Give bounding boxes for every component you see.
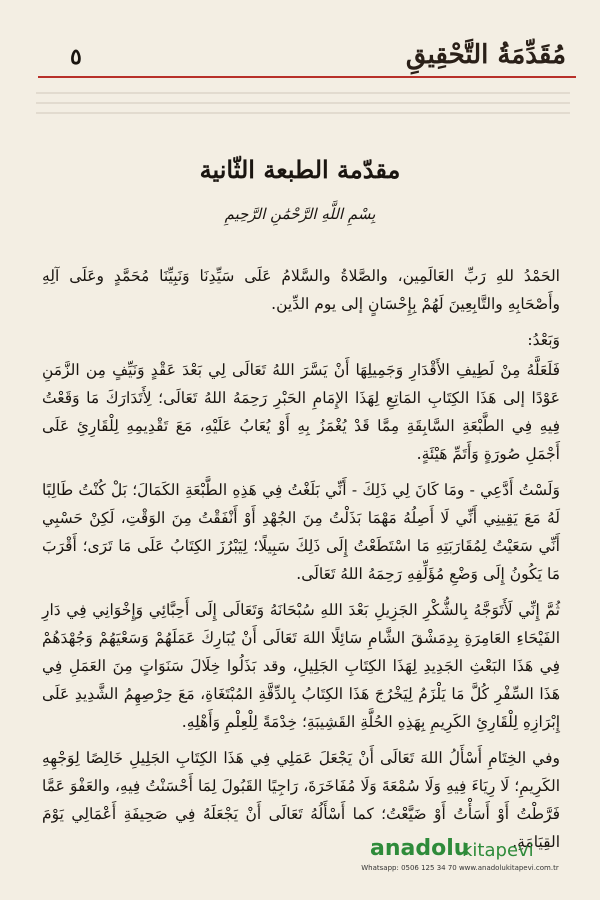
paragraph: وَبَعْدُ: (527, 331, 560, 349)
watermark-subtitle: kitapevi (462, 840, 534, 861)
paragraph: وَلَسْتُ أَدَّعِي - ومَا كَانَ لِي ذَلِكَ - أَنِّي بَلَغْتُ فِي هَذِهِ الطَّبْعَةِ الكَمَالَ؛ بَلْ كُنْتُ طَالِبًا لَهُ مَعَ يَقِينِي أَنِّي لَا أَصِلُهُ مَهْمَا بَذَلْتُ مِنَ الجُهْدِ أَوْ أَنْفَقْتُ مِنَ الوَقْتِ، لَكِنْ حَسْبِي أَنِّي سَعَيْتُ لِمُقَارَبَتِهِ مَا اسْتَطَعْتُ إِلَى ذَلِكَ سَبِيلًا؛ لِيَبْرُزَ الكِتَابُ عَلَى مَا تَرَى؛ أَقْرَبَ مَا يَكُونُ إِلَى وَضْعِ مُؤَلِّفِهِ رَحِمَهُ اللهُ تَعَالَى. (42, 481, 560, 583)
header-rule (38, 76, 576, 78)
show-through-text (36, 84, 570, 124)
page-number: ٥ (70, 44, 82, 70)
watermark-logo: anadolu (370, 836, 470, 861)
paragraph: الحَمْدُ للهِ رَبِّ العَالَمِين، والصَّلاةُ والسَّلامُ عَلَى سَيِّدِنَا وَنَبِيِّنَا مُحَمَّدٍ وعَلَى آلِهِ وأَصْحَابِهِ والتَّابِعِينَ لَهُمْ بِإِحْسَانٍ إلى يوم الدِّين. (42, 267, 560, 313)
section-heading: مقدّمة الطبعة الثّانية (199, 155, 401, 184)
page-header (30, 40, 576, 74)
basmala: بِسْمِ اللَّهِ الرَّحْمَٰنِ الرَّحِيمِ (224, 205, 376, 223)
paragraph: فَلَعَلَّهُ مِنْ لَطِيفِ الأَقْدَارِ وَجَمِيلِهَا أَنْ يَسَّرَ اللهُ تَعَالَى لِي بَعْدَ عَقْدٍ وَنَيِّفٍ مِن الزَّمَنِ عَوْدًا إلى هَذَا الكِتَابِ المَاتِعِ لِهَذَا الإِمَامِ الحَبْرِ رَحِمَهُ اللهُ تَعَالَى؛ لِأَتَدَارَكَ مَا وَقَعْتُ فِيهِ فِي الطَّبْعَةِ السَّابِقَةِ مِمَّا قَدْ يُغْمَزُ بِهِ أَوْ يُعَابُ عَلَيْهِ، مَعَ تَقْدِيمِهِ لِلْقَارِئِ عَلَى أَجْمَلِ صُورَةٍ وَأَتَمِّ هَيْئَةٍ. (42, 361, 560, 463)
paragraph: ثُمَّ إِنِّي لَأَتَوَجَّهُ بِالشُّكْرِ الجَزِيلِ بَعْدَ اللهِ سُبْحَانَهُ وَتَعَالَى إِلَى أَحِبَّائِي وَإِخْوَانِي فِي دَارِ الفَيْحَاءِ العَامِرَةِ بِدِمَشْقَ الشَّامِ سَائِلًا اللهَ تَعَالَى أَنْ يُبَارِكَ عَمَلَهُمْ وَسَعْيَهُمْ وَجُهْدَهُمْ فِي هَذَا البَعْثِ الجَدِيدِ لِهَذَا الكِتَابِ الجَلِيلِ، وقد بَذَلُوا خِلَالَ سَنَوَاتٍ مِنَ العَمَلِ فِي هَذَا السِّفْرِ كُلَّ مَا يَلْزَمُ لِيَخْرُجَ هَذَا الكِتَابُ بِالدِّقَّةِ المُبْتَغَاةِ، مَعَ حِرْصِهِمُ الشَّدِيدِ عَلَى إِبْرَازِهِ لِلْقَارِئِ الكَرِيمِ بِهَذِهِ الحُلَّةِ القَشِيبَةِ؛ خِدْمَةً لِلْعِلْمِ وَأَهْلِهِ. (42, 601, 560, 731)
publisher-watermark (361, 836, 560, 872)
paragraph: وفي الخِتَامِ أَسْأَلُ اللهَ تَعَالَى أَنْ يَجْعَلَ عَمَلِي فِي هَذَا الكِتَابِ الجَلِيلِ خَالِصًا لِوَجْهِهِ الكَرِيمِ؛ لَا رِيَاءَ فِيهِ وَلَا سُمْعَةَ وَلَا مُفَاخَرَةَ، رَاجِيًا القَبُولَ لِمَا أَحْسَنْتُ فِيهِ، والعَفْوَ عَمَّا فَرَّطْتُ أَوْ أَسَأْتُ أَوْ ضَيَّعْتُ؛ كما أَسْأَلُهُ تَعَالَى أَنْ يَجْعَلَهُ فِي صَحِيفَةِ أَعْمَالِي يَوْمَ القِيَامَةِ. (42, 749, 560, 851)
watermark-contact: Whatsapp: 0506 125 34 70 www.anadolukitapevi.com.tr (361, 864, 559, 872)
running-title: مُقَدِّمَةُ التَّحْقِيقِ (405, 40, 566, 70)
body-text (42, 262, 560, 864)
